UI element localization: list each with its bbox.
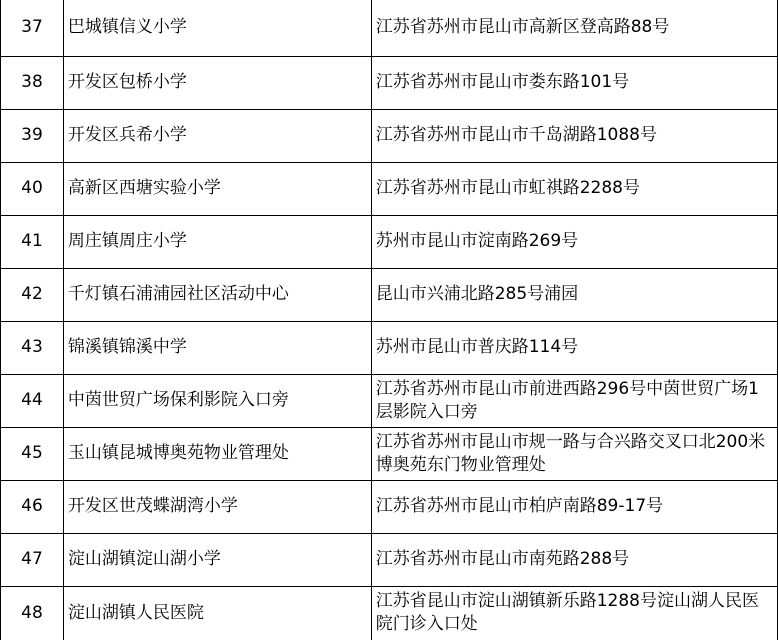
site-name: 开发区世茂蝶湖湾小学 <box>63 480 371 533</box>
site-address: 江苏省苏州市昆山市高新区登高路88号 <box>371 0 777 56</box>
site-name: 淀山湖镇淀山湖小学 <box>63 533 371 586</box>
table-row <box>1 162 778 215</box>
table-row <box>1 215 778 268</box>
site-address: 江苏省苏州市昆山市柏庐南路89-17号 <box>371 480 777 533</box>
row-number: 42 <box>1 268 64 321</box>
site-address: 江苏省昆山市淀山湖镇新乐路1288号淀山湖人民医院门诊入口处 <box>371 586 777 640</box>
table-row <box>1 480 778 533</box>
site-address: 江苏省苏州市昆山市千岛湖路1088号 <box>371 109 777 162</box>
site-address: 江苏省苏州市昆山市前进西路296号中茵世贸广场1层影院入口旁 <box>371 374 777 427</box>
table-row <box>1 0 778 56</box>
site-name: 周庄镇周庄小学 <box>63 215 371 268</box>
site-address: 苏州市昆山市淀南路269号 <box>371 215 777 268</box>
table-row <box>1 109 778 162</box>
table-row <box>1 427 778 480</box>
site-name: 千灯镇石浦浦园社区活动中心 <box>63 268 371 321</box>
table-row <box>1 321 778 374</box>
row-number: 39 <box>1 109 64 162</box>
row-number: 40 <box>1 162 64 215</box>
table-row <box>1 56 778 109</box>
row-number: 38 <box>1 56 64 109</box>
site-address: 江苏省苏州市昆山市娄东路101号 <box>371 56 777 109</box>
row-number: 44 <box>1 374 64 427</box>
site-name: 淀山湖镇人民医院 <box>63 586 371 640</box>
row-number: 47 <box>1 533 64 586</box>
table-row <box>1 268 778 321</box>
site-name: 开发区兵希小学 <box>63 109 371 162</box>
table-row <box>1 533 778 586</box>
site-name: 中茵世贸广场保利影院入口旁 <box>63 374 371 427</box>
row-number: 43 <box>1 321 64 374</box>
row-number: 37 <box>1 0 64 56</box>
row-number: 46 <box>1 480 64 533</box>
site-address: 江苏省苏州市昆山市规一路与合兴路交叉口北200米博奥苑东门物业管理处 <box>371 427 777 480</box>
site-name: 开发区包桥小学 <box>63 56 371 109</box>
row-number: 45 <box>1 427 64 480</box>
site-name: 巴城镇信义小学 <box>63 0 371 56</box>
site-name: 玉山镇昆城博奥苑物业管理处 <box>63 427 371 480</box>
row-number: 41 <box>1 215 64 268</box>
table-row <box>1 586 778 640</box>
site-address: 江苏省苏州市昆山市虹祺路2288号 <box>371 162 777 215</box>
table-row <box>1 374 778 427</box>
site-name: 锦溪镇锦溪中学 <box>63 321 371 374</box>
site-address: 江苏省苏州市昆山市南苑路288号 <box>371 533 777 586</box>
site-address: 苏州市昆山市普庆路114号 <box>371 321 777 374</box>
site-address: 昆山市兴浦北路285号浦园 <box>371 268 777 321</box>
row-number: 48 <box>1 586 64 640</box>
site-name: 高新区西塘实验小学 <box>63 162 371 215</box>
